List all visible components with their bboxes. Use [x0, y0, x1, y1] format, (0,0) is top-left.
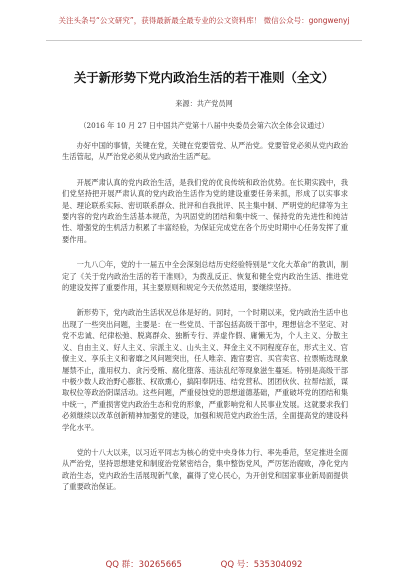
footer-contact — [0, 558, 408, 570]
qq-number-text: QQ 号：535304092 — [220, 560, 303, 570]
paragraph: 一九八〇年，党的十一届五中全会深刻总结历史经验特别是“文化大革命”的教训，制定了《关于党内政治生活的若干准则》，为拨乱反正、恢复和健全党内政治生活、推进党的建设发挥了重要作用，其主要原则和规定今天依然适用，要继续坚持。 — [62, 260, 348, 293]
paragraph: 开展严肃认真的党内政治生活，是我们党的优良传统和政治优势。在长期实践中，我们党坚持把开展严肃认真的党内政治生活作为党的建设重要任务来抓，形成了以实事求是、理论联系实际、密切联系群众、批评和自我批评、民主集中制、严明党的纪律等为主要内容的党内政治生活基本规范，为巩固党的团结和集中统一、保持党的先进性和纯洁性、增强党的生机活力积累了丰富经验，为保证完成党在各个历史时期中心任务发挥了重要作用。 — [62, 177, 348, 244]
paragraph: 党的十八大以来，以习近平同志为核心的党中央身体力行、率先垂范，坚定推进全面从严治党，坚持思想建党和制度治党紧密结合，集中整饬党风，严厉惩治腐败，净化党内政治生态，党内政治生活展现新气象，赢得了党心民心，为开创党和国家事业新局面提供了重要政治保证。 — [62, 447, 348, 492]
adoption-note: （2016 年 10 月 27 日中国共产党第十八届中央委员会第六次全体会议通过） — [79, 121, 329, 130]
header-divider — [46, 40, 362, 41]
document-source: 来源：共产党员网 — [175, 99, 233, 108]
qq-group-text: QQ 群：30265665 — [105, 560, 182, 570]
document-body — [62, 140, 348, 507]
banner-text: 关注头条号“公文研究”，获得最新最全最专业的公文资料库！ 微信公众号：gongwenyj — [58, 15, 350, 25]
paragraph: 办好中国的事情，关键在党，关键在党要管党、从严治党。党要管党必须从党内政治生活管起，从严治党必须从党内政治生活严起。 — [62, 141, 348, 162]
header-banner — [0, 0, 408, 40]
document-title: 关于新形势下党内政治生活的若干准则（全文） — [73, 70, 335, 85]
paragraph: 新形势下，党内政治生活状况总体是好的。同时，一个时期以来，党内政治生活中也出现了一些突出问题，主要是：在一些党员、干部包括高级干部中，理想信念不坚定、对党不忠诚、纪律松弛、脱离群众、独断专行、弄虚作假、庸懒无为，个人主义、分散主义、自由主义、好人主义、宗派主义、山头主义、拜金主义不同程度存在，形式主义、官僚主义、享乐主义和奢靡之风问题突出，任人唯亲、跑官要官、买官卖官、拉票贿选现象屡禁不止，滥用权力、贪污受贿、腐化堕落、违法乱纪等现象滋生蔓延。特别是高级干部中极少数人政治野心膨胀、权欲熏心，搞阳奉阴违、结党营私、团团伙伙、拉帮结派，谋取权位等政治阴谋活动。这些问题，严重侵蚀党的思想道德基础，严重破坏党的团结和集中统一，严重损害党内政治生态和党的形象，严重影响党和人民事业发展。这就要求我们必须继续以改革创新精神加强党的建设，加强和规范党内政治生活，全面提高党的建设科学化水平。 — [62, 308, 348, 432]
